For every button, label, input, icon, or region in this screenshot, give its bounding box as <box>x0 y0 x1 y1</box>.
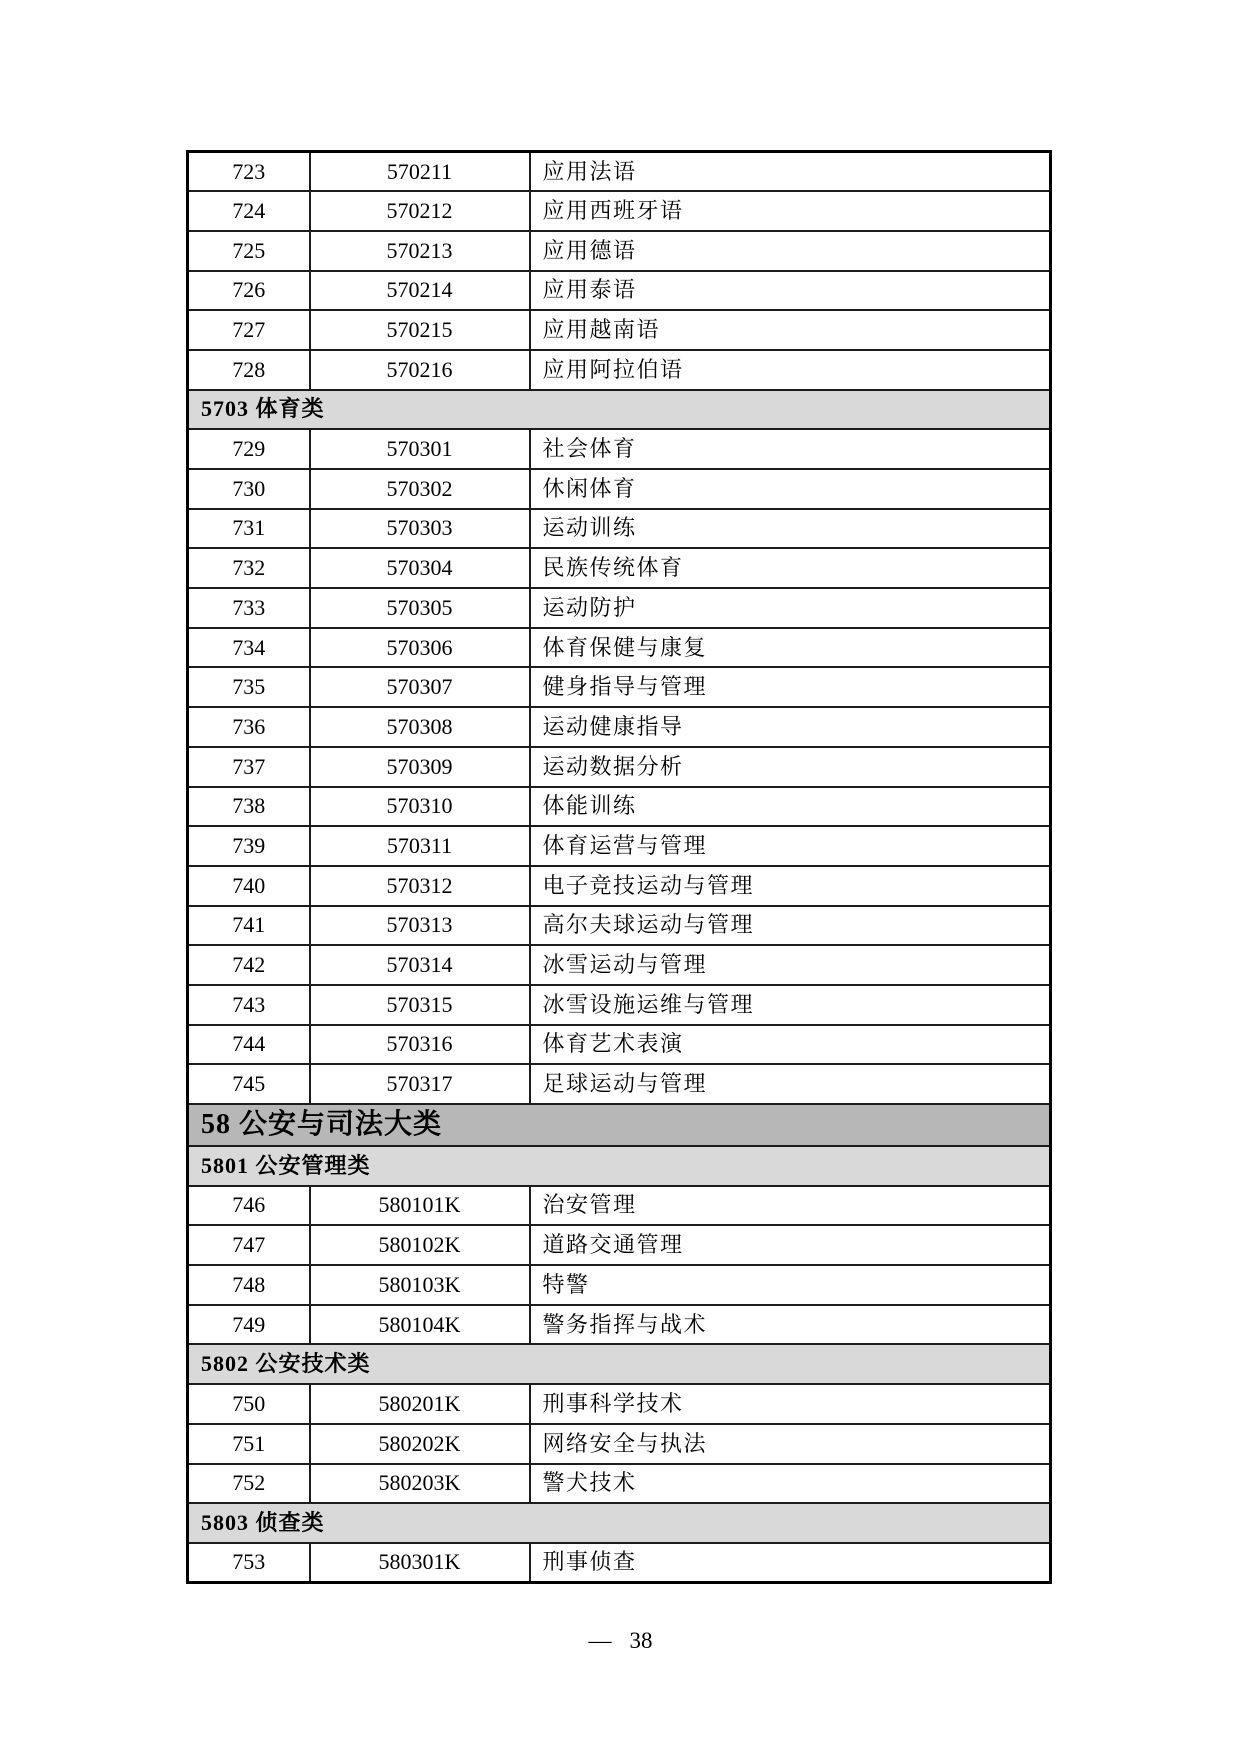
table-row <box>188 1384 1051 1424</box>
major-name-cell: 体育运营与管理 <box>530 826 1051 866</box>
major-name-cell: 应用德语 <box>530 231 1051 271</box>
code-cell: 570214 <box>310 271 530 311</box>
section-header-row <box>188 1146 1051 1186</box>
major-name-cell: 冰雪运动与管理 <box>530 945 1051 985</box>
code-cell: 580102K <box>310 1225 530 1265</box>
code-cell: 570305 <box>310 588 530 628</box>
table-row <box>188 826 1051 866</box>
seq-cell: 732 <box>188 548 310 588</box>
major-name-cell: 特警 <box>530 1265 1051 1305</box>
code-cell: 570311 <box>310 826 530 866</box>
code-cell: 580103K <box>310 1265 530 1305</box>
seq-cell: 744 <box>188 1025 310 1065</box>
code-cell: 570315 <box>310 985 530 1025</box>
table-row <box>188 469 1051 509</box>
section-header-label: 5802 公安技术类 <box>188 1344 1051 1384</box>
major-name-cell: 应用越南语 <box>530 310 1051 350</box>
seq-cell: 742 <box>188 945 310 985</box>
table-row <box>188 628 1051 668</box>
major-name-cell: 刑事侦查 <box>530 1543 1051 1583</box>
code-cell: 580203K <box>310 1464 530 1504</box>
seq-cell: 724 <box>188 191 310 231</box>
seq-cell: 726 <box>188 271 310 311</box>
code-cell: 570316 <box>310 1025 530 1065</box>
table-row <box>188 906 1051 946</box>
code-cell: 580101K <box>310 1186 530 1226</box>
section-header-label: 5801 公安管理类 <box>188 1146 1051 1186</box>
section-header-row <box>188 1503 1051 1543</box>
code-cell: 570308 <box>310 707 530 747</box>
table-row <box>188 747 1051 787</box>
seq-cell: 752 <box>188 1464 310 1504</box>
code-cell: 570317 <box>310 1064 530 1104</box>
seq-cell: 749 <box>188 1305 310 1345</box>
table-row <box>188 152 1051 192</box>
code-cell: 570307 <box>310 667 530 707</box>
table-row <box>188 1424 1051 1464</box>
seq-cell: 730 <box>188 469 310 509</box>
table-row <box>188 866 1051 906</box>
table-row <box>188 1025 1051 1065</box>
code-cell: 570312 <box>310 866 530 906</box>
section-header-label: 5703 体育类 <box>188 390 1051 430</box>
major-name-cell: 应用法语 <box>530 152 1051 192</box>
seq-cell: 736 <box>188 707 310 747</box>
seq-cell: 747 <box>188 1225 310 1265</box>
code-cell: 570302 <box>310 469 530 509</box>
table-row <box>188 1225 1051 1265</box>
code-cell: 570213 <box>310 231 530 271</box>
major-name-cell: 运动健康指导 <box>530 707 1051 747</box>
seq-cell: 745 <box>188 1064 310 1104</box>
major-name-cell: 体育保健与康复 <box>530 628 1051 668</box>
seq-cell: 735 <box>188 667 310 707</box>
section-header-row <box>188 1344 1051 1384</box>
table-row <box>188 588 1051 628</box>
seq-cell: 743 <box>188 985 310 1025</box>
table-row <box>188 1305 1051 1345</box>
code-cell: 580202K <box>310 1424 530 1464</box>
major-name-cell: 刑事科学技术 <box>530 1384 1051 1424</box>
seq-cell: 723 <box>188 152 310 192</box>
seq-cell: 753 <box>188 1543 310 1583</box>
category-header-label: 58 公安与司法大类 <box>188 1104 1051 1146</box>
table-row <box>188 1543 1051 1583</box>
table-row <box>188 707 1051 747</box>
table-row <box>188 429 1051 469</box>
major-name-cell: 运动防护 <box>530 588 1051 628</box>
code-cell: 570304 <box>310 548 530 588</box>
code-cell: 570310 <box>310 787 530 827</box>
code-cell: 570212 <box>310 191 530 231</box>
table-row <box>188 1186 1051 1226</box>
major-name-cell: 电子竞技运动与管理 <box>530 866 1051 906</box>
major-name-cell: 治安管理 <box>530 1186 1051 1226</box>
code-cell: 570313 <box>310 906 530 946</box>
major-name-cell: 休闲体育 <box>530 469 1051 509</box>
major-name-cell: 警务指挥与战术 <box>530 1305 1051 1345</box>
table-row <box>188 945 1051 985</box>
code-cell: 580104K <box>310 1305 530 1345</box>
seq-cell: 751 <box>188 1424 310 1464</box>
seq-cell: 737 <box>188 747 310 787</box>
table-row <box>188 350 1051 390</box>
table-row <box>188 548 1051 588</box>
code-cell: 570216 <box>310 350 530 390</box>
major-name-cell: 社会体育 <box>530 429 1051 469</box>
page-footer <box>0 1628 1241 1654</box>
page-number: 38 <box>629 1628 653 1653</box>
table-row <box>188 667 1051 707</box>
seq-cell: 750 <box>188 1384 310 1424</box>
major-name-cell: 运动数据分析 <box>530 747 1051 787</box>
major-name-cell: 足球运动与管理 <box>530 1064 1051 1104</box>
seq-cell: 733 <box>188 588 310 628</box>
table-row <box>188 310 1051 350</box>
major-name-cell: 高尔夫球运动与管理 <box>530 906 1051 946</box>
major-name-cell: 健身指导与管理 <box>530 667 1051 707</box>
seq-cell: 727 <box>188 310 310 350</box>
code-cell: 570309 <box>310 747 530 787</box>
major-name-cell: 体育艺术表演 <box>530 1025 1051 1065</box>
table-row <box>188 191 1051 231</box>
table-row <box>188 509 1051 549</box>
code-cell: 570301 <box>310 429 530 469</box>
major-name-cell: 应用阿拉伯语 <box>530 350 1051 390</box>
table-row <box>188 1064 1051 1104</box>
seq-cell: 739 <box>188 826 310 866</box>
seq-cell: 740 <box>188 866 310 906</box>
table-row <box>188 787 1051 827</box>
code-cell: 580201K <box>310 1384 530 1424</box>
seq-cell: 729 <box>188 429 310 469</box>
seq-cell: 738 <box>188 787 310 827</box>
category-header-row <box>188 1104 1051 1146</box>
table-row <box>188 1464 1051 1504</box>
code-cell: 570303 <box>310 509 530 549</box>
code-cell: 570211 <box>310 152 530 192</box>
seq-cell: 731 <box>188 509 310 549</box>
code-cell: 580301K <box>310 1543 530 1583</box>
code-cell: 570306 <box>310 628 530 668</box>
major-name-cell: 民族传统体育 <box>530 548 1051 588</box>
code-cell: 570314 <box>310 945 530 985</box>
section-header-row <box>188 390 1051 430</box>
seq-cell: 725 <box>188 231 310 271</box>
code-cell: 570215 <box>310 310 530 350</box>
major-code-table <box>186 150 1052 1584</box>
section-header-label: 5803 侦查类 <box>188 1503 1051 1543</box>
major-name-cell: 冰雪设施运维与管理 <box>530 985 1051 1025</box>
major-name-cell: 运动训练 <box>530 509 1051 549</box>
major-name-cell: 道路交通管理 <box>530 1225 1051 1265</box>
major-name-cell: 警犬技术 <box>530 1464 1051 1504</box>
table-row <box>188 985 1051 1025</box>
seq-cell: 746 <box>188 1186 310 1226</box>
seq-cell: 728 <box>188 350 310 390</box>
table-row <box>188 231 1051 271</box>
footer-dash: — <box>588 1628 612 1653</box>
table-row <box>188 1265 1051 1305</box>
major-name-cell: 应用西班牙语 <box>530 191 1051 231</box>
major-name-cell: 体能训练 <box>530 787 1051 827</box>
seq-cell: 741 <box>188 906 310 946</box>
major-table-body <box>188 152 1051 1583</box>
seq-cell: 748 <box>188 1265 310 1305</box>
major-name-cell: 应用泰语 <box>530 271 1051 311</box>
major-name-cell: 网络安全与执法 <box>530 1424 1051 1464</box>
seq-cell: 734 <box>188 628 310 668</box>
table-row <box>188 271 1051 311</box>
